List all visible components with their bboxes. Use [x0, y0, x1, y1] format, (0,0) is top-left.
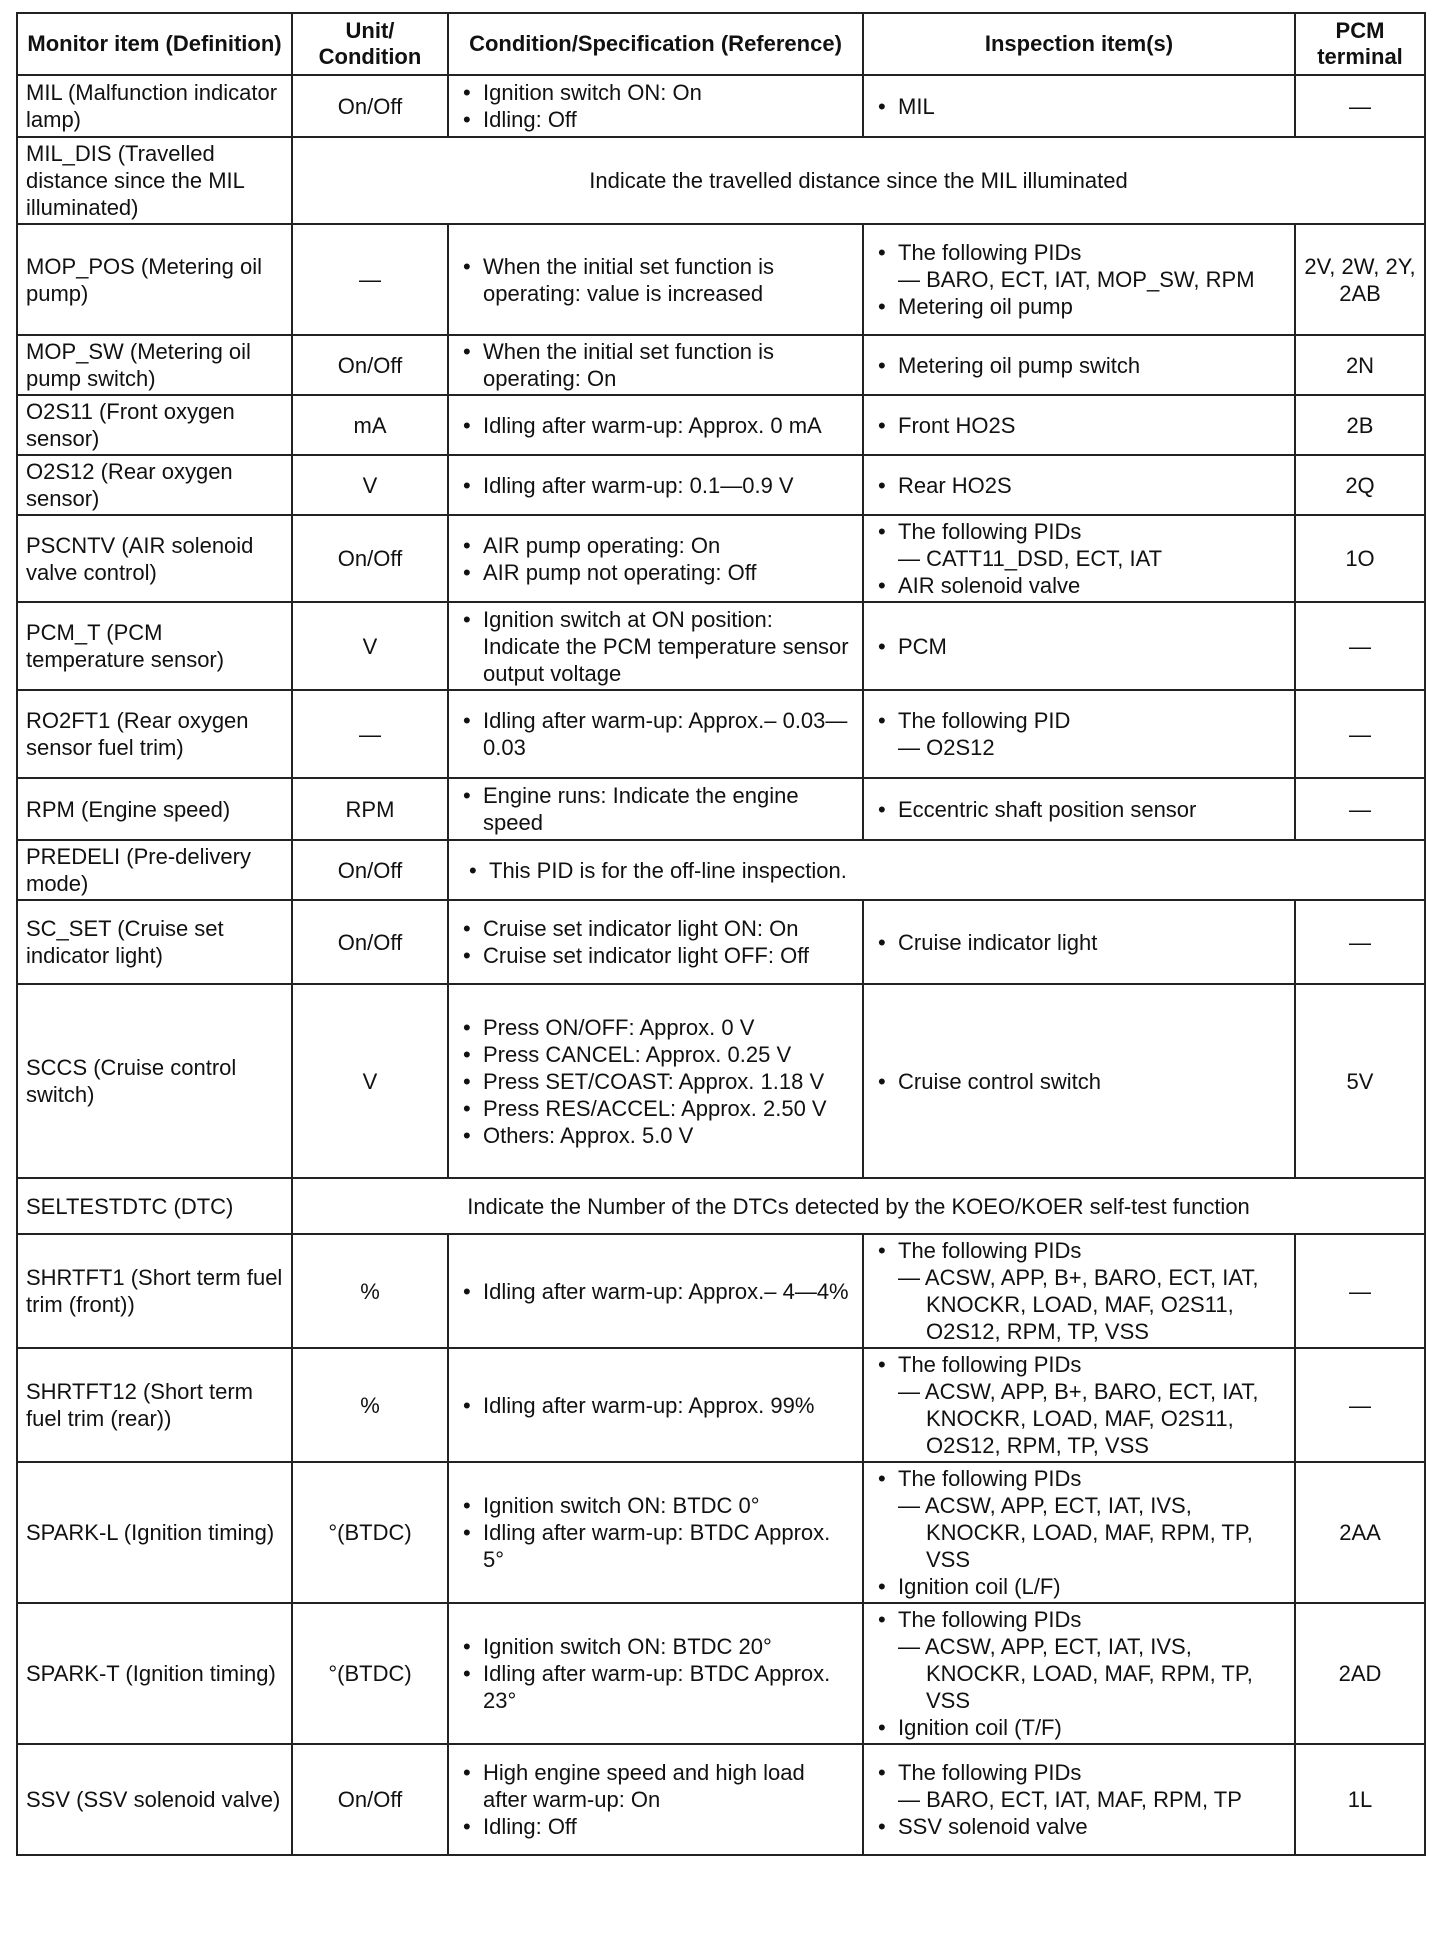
inspection-item-text: • The following PIDs	[898, 1607, 1082, 1632]
condition-list-item: • Ignition switch at ON position: Indicate the PCM temperature sensor output voltage	[457, 606, 854, 687]
condition-list	[457, 532, 854, 586]
condition-list-item: • When the initial set function is operating: On	[457, 338, 854, 392]
unit-condition-cell: %	[292, 1348, 448, 1462]
inspection-item-text: • The following PID	[898, 708, 1071, 733]
condition-cell	[448, 602, 863, 690]
condition-list	[457, 1492, 854, 1573]
inspection-item-text: • PCM	[898, 633, 947, 659]
condition-list	[457, 1633, 854, 1714]
condition-cell	[448, 984, 863, 1178]
unit-condition-cell: On/Off	[292, 1744, 448, 1855]
pcm-terminal-cell: —	[1295, 690, 1425, 778]
condition-list-item: • Idling: Off	[457, 106, 854, 133]
unit-condition-cell: RPM	[292, 778, 448, 840]
monitor-item-cell: O2S11 (Front oxygen sensor)	[17, 395, 292, 455]
pcm-terminal-cell: 2B	[1295, 395, 1425, 455]
table-row	[17, 1603, 1425, 1744]
inspection-cell	[863, 335, 1295, 395]
inspection-list	[872, 929, 1286, 956]
inspection-list-item	[872, 293, 1286, 320]
unit-condition-cell: mA	[292, 395, 448, 455]
table-row	[17, 515, 1425, 602]
condition-list-item: • Press CANCEL: Approx. 0.25 V	[457, 1041, 854, 1068]
condition-list	[457, 707, 854, 761]
inspection-item-text: • The following PIDs	[898, 1760, 1082, 1785]
inspection-cell	[863, 984, 1295, 1178]
condition-list-item: • Ignition switch ON: BTDC 0°	[457, 1492, 854, 1519]
table-row	[17, 1348, 1425, 1462]
pcm-terminal-cell: 2N	[1295, 335, 1425, 395]
inspection-list-item	[872, 412, 1286, 439]
condition-cell	[448, 515, 863, 602]
condition-cell	[448, 690, 863, 778]
inspection-cell	[863, 515, 1295, 602]
condition-cell	[448, 335, 863, 395]
unit-condition-cell: On/Off	[292, 840, 448, 900]
condition-list	[463, 857, 1416, 884]
inspection-item-text: • The following PIDs	[898, 1466, 1082, 1491]
pcm-terminal-cell: 1O	[1295, 515, 1425, 602]
inspection-item-text: • Metering oil pump switch	[898, 352, 1141, 378]
inspection-item-text: • Ignition coil (T/F)	[898, 1715, 1062, 1740]
inspection-cell	[863, 1744, 1295, 1855]
condition-list-item: • Idling after warm-up: Approx.– 4—4%	[457, 1278, 854, 1305]
inspection-list	[872, 796, 1286, 823]
inspection-list-item	[872, 796, 1286, 823]
inspection-cell	[863, 224, 1295, 335]
monitor-item-cell: SPARK-L (Ignition timing)	[17, 1462, 292, 1603]
inspection-item-text: • The following PIDs	[898, 1352, 1082, 1377]
spanning-condition-cell	[448, 840, 1425, 900]
monitor-item-cell: PREDELI (Pre-delivery mode)	[17, 840, 292, 900]
inspection-cell	[863, 602, 1295, 690]
pid-monitor-table	[16, 12, 1426, 1856]
inspection-list	[872, 352, 1286, 379]
table-row	[17, 1744, 1425, 1855]
condition-list-item: • Ignition switch ON: BTDC 20°	[457, 1633, 854, 1660]
unit-condition-cell: %	[292, 1234, 448, 1348]
unit-condition-cell: On/Off	[292, 515, 448, 602]
inspection-list-item	[872, 239, 1286, 293]
table-row	[17, 602, 1425, 690]
unit-condition-cell: On/Off	[292, 900, 448, 984]
pcm-terminal-cell: 2Q	[1295, 455, 1425, 515]
condition-list-item: • Cruise set indicator light ON: On	[457, 915, 854, 942]
table-row	[17, 335, 1425, 395]
condition-list-item: • Press SET/COAST: Approx. 1.18 V	[457, 1068, 854, 1095]
table-row	[17, 1462, 1425, 1603]
inspection-list	[872, 1606, 1286, 1741]
inspection-item-text: • Front HO2S	[898, 412, 1016, 438]
monitor-item-cell: MIL_DIS (Travelled distance since the MIL illuminated)	[17, 137, 292, 224]
monitor-item-cell: MOP_SW (Metering oil pump switch)	[17, 335, 292, 395]
inspection-list	[872, 1351, 1286, 1459]
condition-list-item: • Idling after warm-up: Approx.– 0.03—0.03	[457, 707, 854, 761]
inspection-cell	[863, 1234, 1295, 1348]
inspection-list	[872, 1465, 1286, 1600]
inspection-item-text: • Cruise indicator light	[898, 929, 1098, 955]
table-row	[17, 1178, 1425, 1234]
inspection-list-item	[872, 1714, 1286, 1741]
pcm-terminal-cell: —	[1295, 75, 1425, 137]
inspection-list-item	[872, 1573, 1286, 1600]
inspection-list-item	[872, 633, 1286, 660]
monitor-item-cell: SPARK-T (Ignition timing)	[17, 1603, 292, 1744]
inspection-list-item	[872, 1606, 1286, 1714]
table-body	[17, 75, 1425, 1855]
monitor-item-cell: SHRTFT12 (Short term fuel trim (rear))	[17, 1348, 292, 1462]
inspection-item-text: • The following PIDs	[898, 519, 1082, 544]
pcm-terminal-cell: —	[1295, 1234, 1425, 1348]
unit-condition-cell: —	[292, 690, 448, 778]
inspection-list	[872, 1068, 1286, 1095]
inspection-item-text: • The following PIDs	[898, 1238, 1082, 1263]
unit-condition-cell: On/Off	[292, 75, 448, 137]
inspection-item-text: • Rear HO2S	[898, 472, 1012, 498]
table-row	[17, 984, 1425, 1178]
inspection-list-item	[872, 1465, 1286, 1573]
monitor-item-cell: SHRTFT1 (Short term fuel trim (front))	[17, 1234, 292, 1348]
inspection-item-text: • SSV solenoid valve	[898, 1814, 1088, 1839]
condition-list	[457, 606, 854, 687]
inspection-list	[872, 239, 1286, 320]
condition-list	[457, 472, 854, 499]
monitor-item-cell: MIL (Malfunction indicator lamp)	[17, 75, 292, 137]
header-condition-specification: Condition/Specification (Reference)	[448, 13, 863, 75]
condition-cell	[448, 1348, 863, 1462]
monitor-item-cell: PSCNTV (AIR solenoid valve control)	[17, 515, 292, 602]
condition-cell	[448, 75, 863, 137]
header-inspection-items: Inspection item(s)	[863, 13, 1295, 75]
pcm-terminal-cell: —	[1295, 602, 1425, 690]
condition-list-item: • Idling after warm-up: Approx. 0 mA	[457, 412, 854, 439]
inspection-cell	[863, 900, 1295, 984]
condition-cell	[448, 1744, 863, 1855]
table-row	[17, 455, 1425, 515]
condition-cell	[448, 1234, 863, 1348]
pcm-terminal-cell: 1L	[1295, 1744, 1425, 1855]
condition-cell	[448, 900, 863, 984]
inspection-list	[872, 1759, 1286, 1840]
inspection-item-text: • Cruise control switch	[898, 1068, 1101, 1094]
condition-list	[457, 915, 854, 969]
monitor-item-cell: PCM_T (PCM temperature sensor)	[17, 602, 292, 690]
inspection-cell	[863, 778, 1295, 840]
table-row	[17, 395, 1425, 455]
table-row	[17, 690, 1425, 778]
condition-list-item: • Cruise set indicator light OFF: Off	[457, 942, 854, 969]
inspection-list-item	[872, 1068, 1286, 1095]
inspection-list-item	[872, 472, 1286, 499]
condition-cell	[448, 1462, 863, 1603]
inspection-item-text: • AIR solenoid valve	[898, 573, 1081, 598]
inspection-list	[872, 1237, 1286, 1345]
table-row	[17, 900, 1425, 984]
condition-list-item: • Ignition switch ON: On	[457, 79, 854, 106]
pcm-terminal-cell: —	[1295, 1348, 1425, 1462]
unit-condition-cell: °(BTDC)	[292, 1603, 448, 1744]
inspection-list	[872, 93, 1286, 120]
inspection-cell	[863, 75, 1295, 137]
pcm-terminal-cell: —	[1295, 778, 1425, 840]
inspection-list-item	[872, 1351, 1286, 1459]
inspection-list	[872, 412, 1286, 439]
condition-list-item: • Others: Approx. 5.0 V	[457, 1122, 854, 1149]
condition-cell	[448, 778, 863, 840]
pcm-terminal-cell: —	[1295, 900, 1425, 984]
table-header-row	[17, 13, 1425, 75]
unit-condition-cell: On/Off	[292, 335, 448, 395]
inspection-item-text: • MIL	[898, 93, 935, 119]
inspection-sub-pids: — ACSW, APP, ECT, IAT, IVS, KNOCKR, LOAD, MAF, RPM, TP, VSS	[898, 1634, 1253, 1713]
condition-cell	[448, 224, 863, 335]
inspection-list-item	[872, 707, 1286, 761]
inspection-list-item	[872, 518, 1286, 572]
condition-list	[457, 1392, 854, 1419]
table-row	[17, 224, 1425, 335]
condition-list	[457, 338, 854, 392]
monitor-item-cell: SELTESTDTC (DTC)	[17, 1178, 292, 1234]
condition-list-item: • AIR pump not operating: Off	[457, 559, 854, 586]
pcm-terminal-cell: 2V, 2W, 2Y, 2AB	[1295, 224, 1425, 335]
header-pcm-terminal: PCM terminal	[1295, 13, 1425, 75]
inspection-sub-pids: — ACSW, APP, ECT, IAT, IVS, KNOCKR, LOAD, MAF, RPM, TP, VSS	[898, 1493, 1253, 1572]
inspection-item-text: • Ignition coil (L/F)	[898, 1574, 1061, 1599]
inspection-cell	[863, 395, 1295, 455]
pcm-terminal-cell: 2AA	[1295, 1462, 1425, 1603]
monitor-item-cell: MOP_POS (Metering oil pump)	[17, 224, 292, 335]
condition-list	[457, 79, 854, 133]
inspection-list	[872, 633, 1286, 660]
condition-list-item: • Idling after warm-up: BTDC Approx. 5°	[457, 1519, 854, 1573]
condition-list-item: • When the initial set function is operating: value is increased	[457, 253, 854, 307]
unit-condition-cell: V	[292, 455, 448, 515]
inspection-item-text: • Metering oil pump	[898, 294, 1073, 319]
condition-list-item: • Idling after warm-up: Approx. 99%	[457, 1392, 854, 1419]
inspection-list-item	[872, 1237, 1286, 1345]
monitor-item-cell: SSV (SSV solenoid valve)	[17, 1744, 292, 1855]
inspection-list-item	[872, 929, 1286, 956]
inspection-cell	[863, 1462, 1295, 1603]
unit-condition-cell: °(BTDC)	[292, 1462, 448, 1603]
inspection-sub-pids: — O2S12	[898, 735, 995, 760]
spanning-description-cell: Indicate the travelled distance since the MIL illuminated	[292, 137, 1425, 224]
unit-condition-cell: —	[292, 224, 448, 335]
condition-list-item: • Press RES/ACCEL: Approx. 2.50 V	[457, 1095, 854, 1122]
inspection-list-item	[872, 1813, 1286, 1840]
header-monitor-item: Monitor item (Definition)	[17, 13, 292, 75]
pcm-terminal-cell: 5V	[1295, 984, 1425, 1178]
inspection-list	[872, 518, 1286, 599]
inspection-list-item	[872, 93, 1286, 120]
condition-list	[457, 1759, 854, 1840]
monitor-item-cell: SCCS (Cruise control switch)	[17, 984, 292, 1178]
condition-list-item: • Idling: Off	[457, 1813, 854, 1840]
inspection-sub-pids: — ACSW, APP, B+, BARO, ECT, IAT, KNOCKR, LOAD, MAF, O2S11, O2S12, RPM, TP, VSS	[898, 1265, 1259, 1344]
condition-list	[457, 253, 854, 307]
inspection-cell	[863, 1603, 1295, 1744]
inspection-sub-pids: — CATT11_DSD, ECT, IAT	[898, 546, 1163, 571]
unit-condition-cell: V	[292, 602, 448, 690]
inspection-list-item	[872, 572, 1286, 599]
monitor-item-cell: O2S12 (Rear oxygen sensor)	[17, 455, 292, 515]
condition-list-item: • Idling after warm-up: 0.1—0.9 V	[457, 472, 854, 499]
inspection-list	[872, 472, 1286, 499]
table-row	[17, 137, 1425, 224]
condition-cell	[448, 1603, 863, 1744]
unit-condition-cell: V	[292, 984, 448, 1178]
condition-list-item: • Idling after warm-up: BTDC Approx. 23°	[457, 1660, 854, 1714]
condition-list	[457, 1278, 854, 1305]
condition-list	[457, 412, 854, 439]
header-unit-condition: Unit/ Condition	[292, 13, 448, 75]
condition-cell	[448, 455, 863, 515]
inspection-list	[872, 707, 1286, 761]
condition-list	[457, 1014, 854, 1149]
table-row	[17, 778, 1425, 840]
table-row	[17, 75, 1425, 137]
inspection-cell	[863, 690, 1295, 778]
inspection-list-item	[872, 1759, 1286, 1813]
monitor-item-cell: RPM (Engine speed)	[17, 778, 292, 840]
inspection-cell	[863, 1348, 1295, 1462]
table-row	[17, 1234, 1425, 1348]
monitor-item-cell: RO2FT1 (Rear oxygen sensor fuel trim)	[17, 690, 292, 778]
inspection-sub-pids: — BARO, ECT, IAT, MAF, RPM, TP	[898, 1787, 1242, 1812]
condition-list-item: • Engine runs: Indicate the engine speed	[457, 782, 854, 836]
inspection-sub-pids: — BARO, ECT, IAT, MOP_SW, RPM	[898, 267, 1255, 292]
inspection-item-text: • The following PIDs	[898, 240, 1082, 265]
inspection-list-item	[872, 352, 1286, 379]
pcm-terminal-cell: 2AD	[1295, 1603, 1425, 1744]
condition-list-item: • Press ON/OFF: Approx. 0 V	[457, 1014, 854, 1041]
inspection-cell	[863, 455, 1295, 515]
table-row	[17, 840, 1425, 900]
spanning-description-cell: Indicate the Number of the DTCs detected by the KOEO/KOER self-test function	[292, 1178, 1425, 1234]
condition-list-item: • This PID is for the off-line inspection.	[463, 857, 1416, 884]
condition-list-item: • High engine speed and high load after warm-up: On	[457, 1759, 854, 1813]
condition-list-item: • AIR pump operating: On	[457, 532, 854, 559]
inspection-sub-pids: — ACSW, APP, B+, BARO, ECT, IAT, KNOCKR, LOAD, MAF, O2S11, O2S12, RPM, TP, VSS	[898, 1379, 1259, 1458]
condition-list	[457, 782, 854, 836]
monitor-item-cell: SC_SET (Cruise set indicator light)	[17, 900, 292, 984]
condition-cell	[448, 395, 863, 455]
inspection-item-text: • Eccentric shaft position sensor	[898, 796, 1197, 822]
